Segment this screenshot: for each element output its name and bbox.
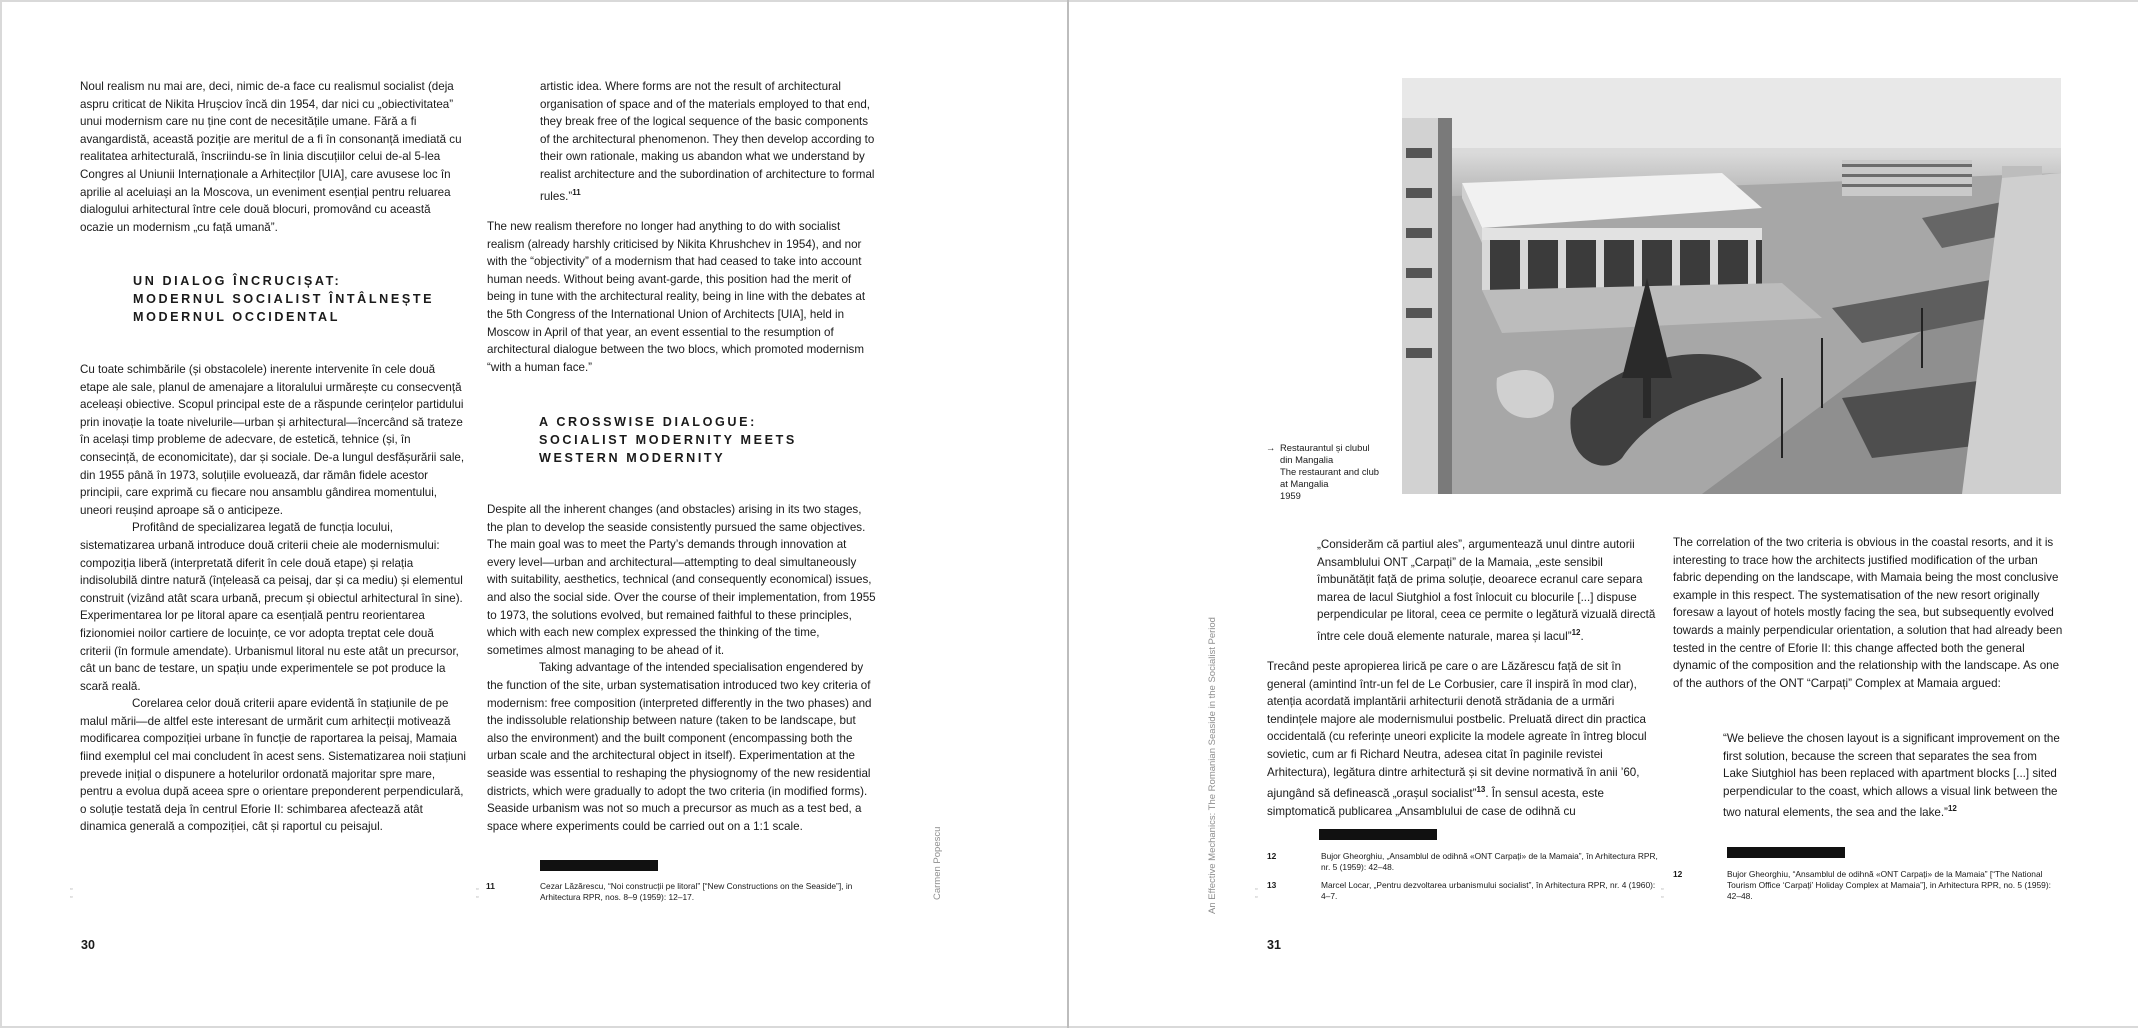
en-paragraph-criteria: Taking advantage of the intended specialisation engendered by the function of the site, urban systematisation introduced two key criteria of modernism: free composition (interpreted differently in the two phases) and the indissoluble relationship between nature (taken to be landscape, but also the environment) and the built component (encompassing both the urban scale and the architectural object in itself). Experimentation at the seaside was essential to reshaping the physiognomy of the new residential districts, which were gradually to adopt the two criteria (in modified forms). Seaside urbanism was not so much a precursor as much as a test bed, a space where experiments could be carried out on a 1:1 scale. [487, 661, 872, 833]
ro-paragraph-criteria: Profitând de specializarea legată de funcția locului, sistematizarea urbană introduce două criterii cheie ale modernismului: compoziția liberă (interpretată diferit în cele două etape) și relația indisolubilă dintre natură (înțeleasă ca peisaj, dar și ca mediu) și elementul construit (vizând atât scara urbană, precum și obiectul arhitectural în sine). Experimentarea lor pe litoral apare ca esențială pentru reorientarea fizionomiei noilor cartiere de locuințe, ce vor adopta treptat cele două criterii (în formule amendate). Urbanismul litoral nu este atât un precursor, cât un banc de testare, un spațiu unde experimentele se pot produce la scară reală. [80, 521, 463, 693]
page-number-right: 31 [1267, 938, 1281, 952]
en-column-top [487, 218, 876, 376]
page-number-left: 30 [81, 938, 95, 952]
en-quote-text: “We believe the chosen layout is a significant improvement on the first solution, because the screen that separates the sea from Lake Siutghiol has been replaced with apartment blocks [...] sited perpendicular to the coast, which allows a visual link between the two natural elements, the sea and the lake.” [1723, 732, 2060, 820]
footnote-ref-11: 11 [572, 187, 581, 197]
running-title: An Effective Mechanics: The Romanian Seaside in the Socialist Period [1207, 617, 1218, 914]
en-quote-continuation [540, 78, 876, 205]
en-quote-text: artistic idea. Where forms are not the result of architectural organisation of space and of the materials employed to that end, they break free of the logical sequence of the basic components of the architectural phenomenon. They then develop according to their own rationale, making us abandon what we understand by realist architecture and the subordination of architecture to formal rules.” [540, 80, 875, 203]
caption-ro-line-2: din Mangalia [1280, 454, 1334, 465]
footnote-13-ro [1267, 880, 1659, 902]
footnote-number: 12 [1673, 869, 1683, 879]
margin-mark-icon: ▫ ▫ [1661, 886, 1664, 901]
ro-section-heading: UN DIALOG ÎNCRUCIȘAT: MODERNUL SOCIALIST ÎNTÂLNEȘTE MODERNUL OCCIDENTAL [133, 274, 435, 324]
en-column-right [1673, 534, 2065, 692]
en-column-body [487, 501, 876, 835]
caption-ro-line-1: Restaurantul și clubul [1280, 442, 1370, 453]
en-paragraph-plan: Despite all the inherent changes (and obstacles) arising in its two stages, the plan to develop the seaside consistently pursued the same objectives. The main goal was to meet the Party’s demands through innovation at every level—urban and architectural—attempting to deal simultaneously with suitability, aesthetics, technical (and consequently economical) issues, and also the social side. Over the course of their implementation, from 1955 to 1973, the solutions evolved, but remained faithful to these principles, which with each new complex expressed the thinking of the time, sometimes almost managing to be ahead of it. [487, 503, 876, 657]
left-page [2, 2, 1067, 1026]
ro-paragraph-resorts: Corelarea celor două criterii apare evidentă în stațiunile de pe malul mării—de altfel este interesant de urmărit cum arhitecții motivează modificarea compoziției urbane în funcție de raportarea la peisaj, Mamaia fiind exemplul cel mai concludent în acest sens. Sistematizarea noii stațiuni prevede inițial o dispunere a hotelurilor ordonată majoritar spre mare, pentru a evolua după aceea spre o orientare preponderent perpendiculară, o soluție testată deja în centrul Eforie II: schimbarea afectează atât dinamica generală a compoziției, cât și raportul cu peisajul. [80, 697, 467, 834]
footnote-number: 12 [1267, 851, 1277, 861]
footnote-12-ro [1267, 851, 1659, 873]
footnote-number: 11 [486, 881, 495, 891]
archival-photograph [1402, 78, 2061, 494]
en-paragraph-coastal: The correlation of the two criteria is obvious in the coastal resorts, and it is interesting to trace how the architects justified modification of the urban fabric depending on the landscape, with Mamaia being the most conclusive example in this respect. The systematisation of the new resort originally foresaw a layout of hotels mostly facing the sea, but subsequently evolved towards a mainly perpendicular orientation, a solution that had already been tested in the centre of Eforie II: this change affected both the general dynamic of the composition and the relationship with the landscape. As one of the authors of the ONT “Carpați” Complex at Mamaia argued: [1673, 536, 2063, 690]
right-page [1069, 2, 2138, 1026]
en-quote-block [1723, 730, 2065, 822]
footnote-text: Bujor Gheorghiu, “Ansamblul de odihnă «ONT Carpați» de la Mamaia” [“The National Tourism Office ‘Carpați’ Holiday Complex at Mamaia”], in Arhitectura RPR, no. 5 (1959): 42–48. [1727, 869, 2051, 902]
margin-mark-icon: ▫ ▫ [70, 886, 73, 901]
margin-mark-icon: ▫ ▫ [476, 886, 479, 901]
ro-paragraph-realism: Noul realism nu mai are, deci, nimic de-a face cu realismul socialist (deja aspru criticat de Nikita Hrușciov încă din 1954, dar nici cu „obiectivitatea” unui modernism care nu ține cont de necesitățile umane. Fără a fi avangardistă, această poziție are meritul de a fi în consonanță imediată cu realitatea arhitecturală, înscriindu-se în linia discuțiilor celui de-al 5-lea Congres al Uniunii Internaționale a Arhitecților [UIA], care avusese loc în aprilie al aceluiași an la Moscova, un eveniment esențial pentru reluarea dialogului arhitectural între cele două blocuri, promovând cu această ocazie un modernism „cu față umană”. [80, 80, 462, 234]
footnote-divider [1319, 829, 1437, 840]
margin-mark-icon: ▫ ▫ [1255, 886, 1258, 901]
en-paragraph-realism: The new realism therefore no longer had anything to do with socialist realism (already harshly criticised by Nikita Khrushchev in 1954), and nor with the “objectivity” of a modernism that had ceased to take into account human needs. Without being avant-garde, this position had the merit of being in tune with the architectural reality, being in line with the debates at the 5th Congress of the International Union of Architects [UIA], held in Moscow in April of that year, an event essential to the resumption of architectural dialogue between the two blocs, which promoted modernism “with a human face.” [487, 220, 866, 374]
footnote-12-en [1673, 869, 2065, 903]
ro-quote-text: „Considerăm că partiul ales”, argumentează unul dintre autorii Ansamblului ONT „Carpați” de la Mamaia, „este sensibil îmbunătățit față de prima soluție, deoarece ecranul care separa marea de lacul Siutghiol a fost înlocuit cu blocurile [...] dispuse perpendicular pe litoral, ceea ce permite o legătură vizuală directă între cele două elemente naturale, marea și lacul” [1317, 538, 1656, 643]
footnote-ref-12: 12 [1571, 627, 1581, 637]
en-section-heading: A CROSSWISE DIALOGUE: SOCIALIST MODERNITY MEETS WESTERN MODERNITY [539, 415, 797, 465]
photo-scene-icon [1402, 78, 2061, 494]
footnote-text: Bujor Gheorghiu, „Ansamblul de odihnă «ONT Carpați» de la Mamaia”, în Arhitectura RPR, nr. 5 (1959): 42–48. [1321, 851, 1658, 873]
ro-paragraph-lazarescu: Trecând peste apropierea lirică pe care o are Lăzărescu față de sit în general (amintind într-un fel de Le Corbusier, care îl inspiră în mod clar), atenția acordată implantării arhitecturii denotă strădania de a urmări tendințele majore ale modernismului postbelic. Preluată direct din practica occidentală (cu referințe uneori explicite la modele agreate în întreg blocul sovietic, cum ar fi Richard Neutra, adesea citat în paginile revistei Arhitectura), legătura dintre arhitectură și sit devine normativă în anii ’60, ajungând să definească „orașul socialist” [1267, 660, 1647, 801]
caption-en-line-1: The restaurant and club [1280, 466, 1380, 477]
caption-year: 1959 [1280, 490, 1301, 501]
ro-column-body [80, 361, 466, 836]
footnote-text: Marcel Locar, „Pentru dezvoltarea urbanismului socialist”, în Arhitectura RPR, nr. 4 (1960): 4–7. [1321, 880, 1656, 902]
ro-paragraph-plan: Cu toate schimbările (și obstacolele) inerente intervenite în cele două etape ale sale, planul de amenajare a litoralului urmărește cu consecvență aceleași obiective. Scopul principal este de a răspunde cerințelor partidului prin inovație la toate nivelurile—urban și arhitectural—încercând să trateze în același timp probleme de adecvare, de estetică, tehnice (și, în consecință, de economicitate), dar și sociale. De-a lungul desfășurării sale, din 1955 până în 1973, soluțiile evoluează, dar rămân fidele acestor principii, care exprimă cu fiecare nou ansamblu gândirea momentului, uneori reușind aproape să o anticipeze. [80, 363, 465, 517]
footnote-text: Cezar Lăzărescu, “Noi construcții pe litoral” [“New Constructions on the Seaside”], in Arhitectura RPR, nos. 8–9 (1959): 12–17. [540, 881, 853, 903]
footnote-divider [1727, 847, 1845, 858]
footnote-number: 13 [1267, 880, 1277, 890]
footnote-divider [540, 860, 658, 871]
ro-paragraph-tail: . În sensul acesta, este simptomatică publicarea „Ansamblului de case de odihnă cu [1267, 787, 1604, 818]
ro-column-right [1267, 658, 1659, 820]
footnote-ref-12: 12 [1947, 804, 1957, 814]
footnote-ref-13: 13 [1476, 785, 1486, 795]
caption-en-line-2: at Mangalia [1280, 478, 1329, 489]
ro-column-top [80, 78, 466, 236]
running-author: Carmen Popescu [932, 826, 943, 900]
ro-quote-block: „Considerăm că partiul ales”, argumentează unul dintre autorii Ansamblului ONT „Carpați” de la Mamaia, „este sensibil îmbunătățit față de prima soluție, deoarece ecranul care separa marea de lacul Siutghiol a fost înlocuit cu blocurile [...] dispuse perpendicular pe litoral, ceea ce permite o legătură vizuală directă între cele două elemente naturale, marea și lacul”$^{12}$. [1317, 538, 1656, 643]
arrow-right-icon: → [1266, 442, 1276, 453]
